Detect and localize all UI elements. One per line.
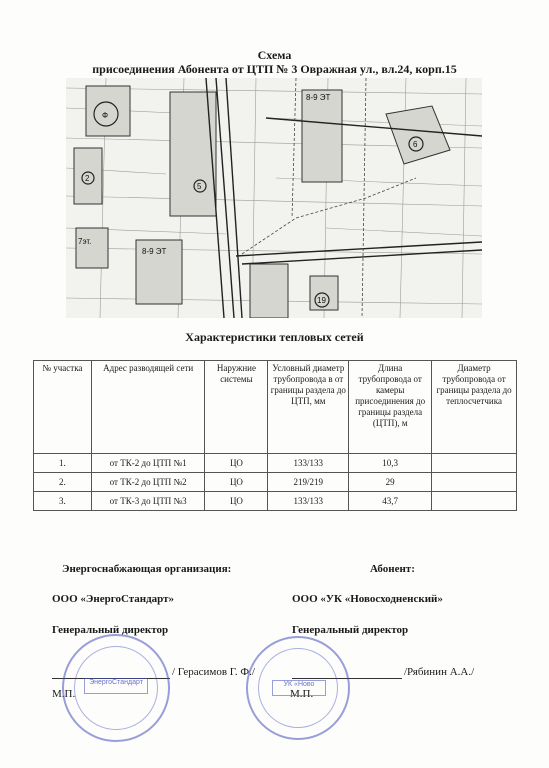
subscriber-stamp-label: УК «Ново xyxy=(283,681,315,688)
map-label: 19 xyxy=(317,296,326,305)
cell-diameter: 219/219 xyxy=(268,473,349,492)
supplier-role: Энергоснабжающая организация: xyxy=(62,563,232,575)
document-title: Схема xyxy=(257,48,292,62)
subscriber-signer: /Рябинин А.А./ xyxy=(404,666,475,678)
cell-length: 43,7 xyxy=(349,492,432,511)
map-label: 5 xyxy=(197,182,202,191)
subscriber-org: ООО «УК «Новосходненский» xyxy=(292,593,443,605)
supplier-position: Генеральный директор xyxy=(52,624,169,636)
supplier-mp: М.П. xyxy=(52,688,76,700)
document-subtitle: присоединения Абонента от ЦТП № 3 Овражная ул., вл.24, корп.15 xyxy=(92,62,457,76)
table-row xyxy=(34,492,517,511)
map-label: Ф xyxy=(102,111,109,120)
cell-address: от ТК-3 до ЦТП №3 xyxy=(91,492,205,511)
map-label: 7эт. xyxy=(78,237,92,246)
cell-length: 29 xyxy=(349,473,432,492)
cell-number: 2. xyxy=(34,473,92,492)
heat-network-table xyxy=(33,360,517,511)
map-label: 6 xyxy=(413,140,418,149)
cell-diameter: 133/133 xyxy=(268,492,349,511)
map-label: 8-9 ЭТ xyxy=(306,93,331,102)
column-header: Условный диаметр трубопровода в от границы раздела до ЦТП, мм xyxy=(268,361,349,454)
cell-diameter: 133/133 xyxy=(268,454,349,473)
column-header: Диаметр трубопровода от границы раздела до теплосчетчика xyxy=(432,361,517,454)
subscriber-mp: М.П. xyxy=(290,688,314,700)
cell-number: 3. xyxy=(34,492,92,511)
map-label: 2 xyxy=(85,174,90,183)
subscriber-role: Абонент: xyxy=(370,563,415,575)
cell-system: ЦО xyxy=(205,492,268,511)
column-header: № участка xyxy=(34,361,92,454)
table-row xyxy=(34,473,517,492)
cell-address: от ТК-2 до ЦТП №2 xyxy=(91,473,205,492)
column-header: Наружние системы xyxy=(205,361,268,454)
column-header: Длина трубопровода от камеры присоединения до границы раздела (ЦТП), м xyxy=(349,361,432,454)
supplier-org: ООО «ЭнергоСтандарт» xyxy=(52,593,175,605)
column-header: Адрес разводящей сети xyxy=(91,361,205,454)
supplier-stamp xyxy=(62,634,170,742)
map-label: 8-9 ЭТ xyxy=(142,247,167,256)
table-header-row xyxy=(34,361,517,454)
supplier-signer: / Герасимов Г. Ф./ xyxy=(172,666,255,678)
cell-meter-diameter xyxy=(432,473,517,492)
cell-meter-diameter xyxy=(432,454,517,473)
supplier-stamp-label: ЭнергоСтандарт xyxy=(89,679,143,686)
cell-length: 10,3 xyxy=(349,454,432,473)
cell-number: 1. xyxy=(34,454,92,473)
table-row xyxy=(34,454,517,473)
section-title: Характеристики тепловых сетей xyxy=(185,330,364,344)
cell-address: от ТК-2 до ЦТП №1 xyxy=(91,454,205,473)
subscriber-stamp xyxy=(246,636,350,740)
site-plan-map xyxy=(66,78,482,318)
subscriber-position: Генеральный директор xyxy=(292,624,409,636)
cell-system: ЦО xyxy=(205,473,268,492)
cell-meter-diameter xyxy=(432,492,517,511)
cell-system: ЦО xyxy=(205,454,268,473)
